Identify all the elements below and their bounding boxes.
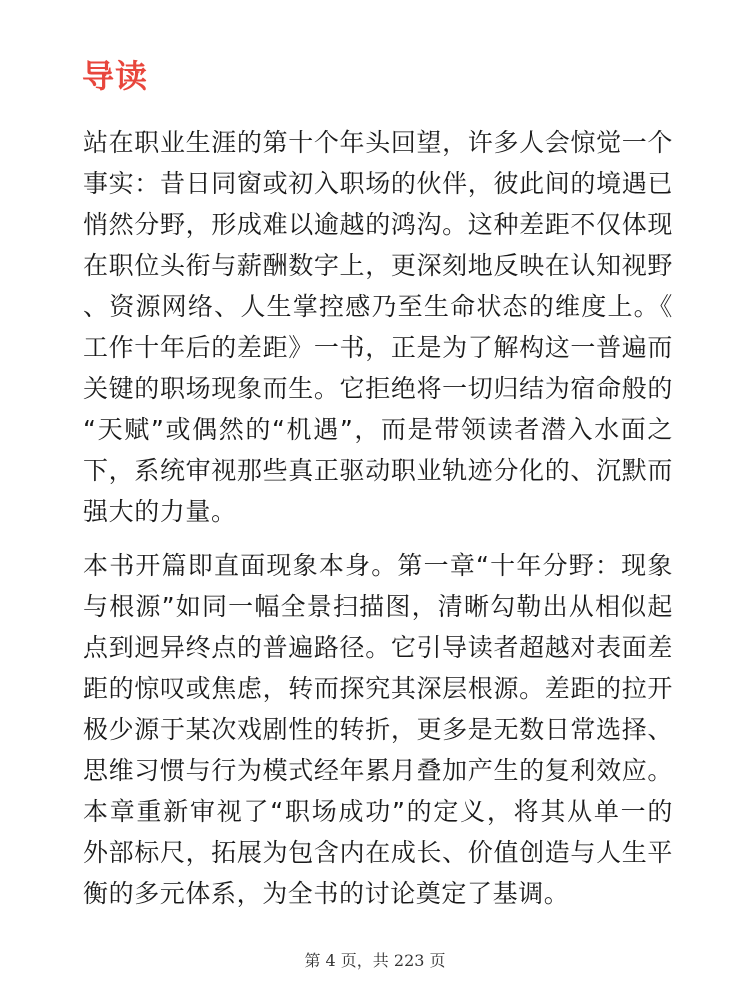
paragraph-1: 站在职业生涯的第十个年头回望，许多人会惊觉一个事实：昔日同窗或初入职场的伙伴，彼此间的境遇已悄然分野，形成难以逾越的鸿沟。这种差距不仅体现在职位头衔与薪酬数字上，更深刻地反映在认知视野、资源网络、人生掌控感乃至生命状态的维度上。《工作十年后的差距》一书，正是为了解构这一普遍而关键的职场现象而生。它拒绝将一切归结为宿命般的“天赋”或偶然的“机遇”，而是带领读者潜入水面之下，系统审视那些真正驱动职业轨迹分化的、沉默而强大的力量。 [83,128,673,526]
section-heading: 导读 [82,57,149,95]
page-number: 第 4 页，共 223 页 [304,951,446,970]
paragraph-2: 本书开篇即直面现象本身。第一章“十年分野：现象与根源”如同一幅全景扫描图，清晰勾勒出从相似起点到迥异终点的普遍路径。它引导读者超越对表面差距的惊叹或焦虑，转而探究其深层根源。差距的拉开极少源于某次戏剧性的转折，更多是无数日常选择、思维习惯与行为模式经年累月叠加产生的复利效应。本章重新审视了“职场成功”的定义，将其从单一的外部标尺，拓展为包含内在成长、价值创造与人生平衡的多元体系，为全书的讨论奠定了基调。 [83,551,673,908]
body-text [83,122,673,914]
